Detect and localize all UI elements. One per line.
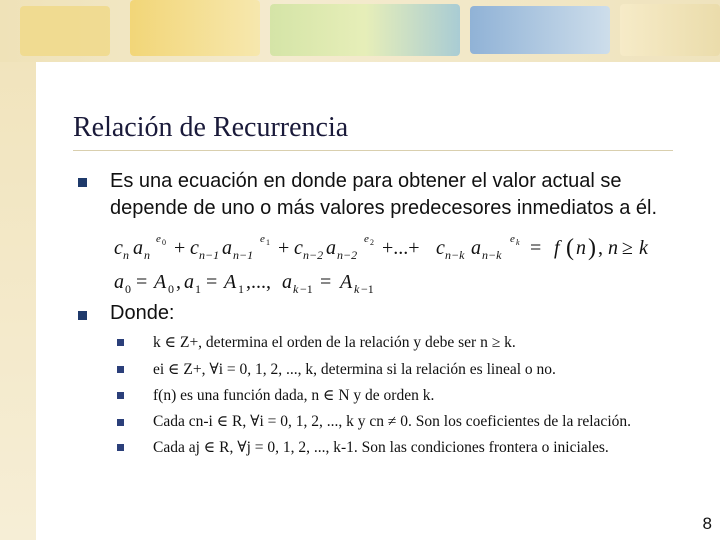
- sub-bullet-marker: [117, 419, 124, 426]
- svg-text:a: a: [184, 271, 194, 293]
- svg-text:(: (: [566, 235, 574, 261]
- svg-text:0: 0: [162, 238, 166, 247]
- sub-bullet-marker: [117, 392, 124, 399]
- sub-item-initial-conditions: Cada aj ∈ R, ∀j = 0, 1, 2, ..., k-1. Son las condiciones frontera o iniciales.: [153, 439, 609, 456]
- svg-text:e: e: [510, 233, 515, 245]
- svg-text:e: e: [364, 233, 369, 245]
- svg-text:f: f: [554, 237, 560, 259]
- bullet-marker-1: [78, 178, 87, 187]
- svg-text:≥: ≥: [622, 237, 633, 259]
- svg-text:0: 0: [168, 282, 174, 296]
- svg-text:n−1: n−1: [233, 248, 254, 262]
- svg-text:=: =: [530, 237, 542, 259]
- svg-text:+: +: [174, 237, 186, 259]
- decorative-left-strip: [0, 62, 36, 540]
- svg-text:2: 2: [370, 238, 374, 247]
- bullet-text-donde: Donde:: [110, 302, 175, 324]
- svg-text:−1: −1: [361, 282, 374, 296]
- svg-text:+...+: +...+: [382, 237, 420, 259]
- slide-title: Relación de Recurrencia: [73, 112, 349, 143]
- svg-text:a: a: [222, 237, 232, 259]
- svg-text:=: =: [136, 271, 148, 293]
- svg-text:n−2: n−2: [337, 248, 358, 262]
- svg-text:c: c: [294, 237, 303, 259]
- svg-text:a: a: [326, 237, 336, 259]
- svg-text:A: A: [154, 271, 167, 293]
- svg-text:=: =: [320, 271, 332, 293]
- svg-text:n−k: n−k: [445, 248, 465, 262]
- svg-text:,...,: ,...,: [246, 271, 271, 293]
- svg-text:1: 1: [266, 238, 270, 247]
- svg-text:−1: −1: [300, 282, 313, 296]
- svg-text:c: c: [114, 237, 123, 259]
- svg-text:e: e: [260, 233, 265, 245]
- title-divider: [73, 150, 673, 151]
- svg-text:k: k: [639, 237, 648, 259]
- decorative-banner: [0, 0, 720, 62]
- svg-text:): ): [588, 235, 596, 261]
- svg-text:n: n: [144, 248, 150, 262]
- svg-text:,: ,: [598, 237, 603, 259]
- svg-text:k: k: [293, 282, 299, 296]
- svg-text:c: c: [436, 237, 445, 259]
- svg-text:+: +: [278, 237, 290, 259]
- svg-text:1: 1: [195, 282, 201, 296]
- svg-text:c: c: [190, 237, 199, 259]
- sub-item-coefficients: Cada cn-i ∈ R, ∀i = 0, 1, 2, ..., k y cn ≠ 0. Son los coeficientes de la relación.: [153, 413, 631, 430]
- sub-bullet-marker: [117, 339, 124, 346]
- sub-item-k: k ∈ Z+, determina el orden de la relación y debe ser n ≥ k.: [153, 334, 516, 351]
- svg-text:n: n: [576, 237, 586, 259]
- svg-text:n: n: [123, 248, 129, 262]
- svg-text:a: a: [282, 271, 292, 293]
- svg-text:a: a: [471, 237, 481, 259]
- sub-item-fn: f(n) es una función dada, n ∈ N y de orden k.: [153, 387, 435, 404]
- svg-text:a: a: [133, 237, 143, 259]
- recurrence-equation: [114, 228, 674, 298]
- svg-text:A: A: [340, 271, 353, 293]
- svg-text:1: 1: [238, 282, 244, 296]
- svg-text:k: k: [516, 238, 520, 247]
- sub-bullet-marker: [117, 366, 124, 373]
- svg-text:=: =: [206, 271, 218, 293]
- bullet-marker-2: [78, 311, 87, 320]
- bullet-text-definition: Es una ecuación en donde para obtener el valor actual se depende de uno o más valores predecesores inmediatos a él.: [110, 170, 658, 219]
- svg-text:k: k: [354, 282, 360, 296]
- svg-text:0: 0: [125, 282, 131, 296]
- svg-text:n−k: n−k: [482, 248, 502, 262]
- svg-text:,: ,: [176, 271, 181, 293]
- svg-text:e: e: [156, 233, 161, 245]
- svg-text:a: a: [114, 271, 124, 293]
- sub-bullet-marker: [117, 444, 124, 451]
- page-number: 8: [702, 514, 712, 533]
- svg-text:n−1: n−1: [199, 248, 220, 262]
- svg-text:n−2: n−2: [303, 248, 324, 262]
- svg-text:A: A: [224, 271, 237, 293]
- svg-text:n: n: [608, 237, 618, 259]
- sub-item-ei: ei ∈ Z+, ∀i = 0, 1, 2, ..., k, determina si la relación es lineal o no.: [153, 361, 556, 378]
